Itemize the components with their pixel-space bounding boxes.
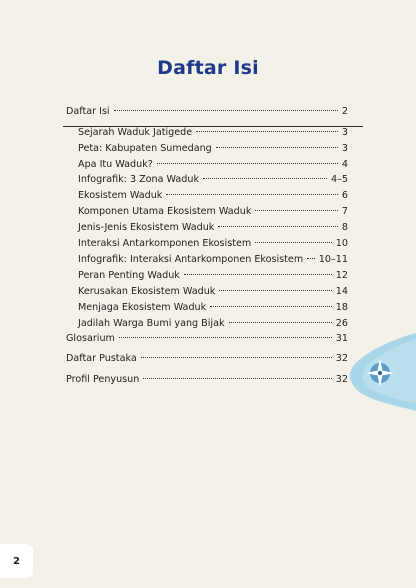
toc-entry-page: 8 xyxy=(341,222,348,233)
toc-entry xyxy=(78,205,348,219)
toc-leader-dots xyxy=(218,226,338,227)
toc-entry-page: 3 xyxy=(341,127,348,138)
toc-entry-label: Infografik: Interaksi Antarkomponen Ekosistem xyxy=(78,254,304,265)
toc-entry xyxy=(66,105,348,119)
toc-entry-page: 26 xyxy=(335,318,348,329)
toc-entry-page: 6 xyxy=(341,190,348,201)
toc-entry-label: Daftar Isi xyxy=(66,106,110,117)
toc-entry xyxy=(66,332,348,346)
toc-leader-dots xyxy=(119,337,332,338)
toc-entry-page: 32 xyxy=(335,374,348,385)
toc-leader-dots xyxy=(307,258,315,259)
toc-leader-dots xyxy=(255,242,332,243)
toc-entry-label: Jenis-Jenis Ekosistem Waduk xyxy=(78,222,215,233)
toc-leader-dots xyxy=(255,210,338,211)
toc-entry-page: 3 xyxy=(341,143,348,154)
toc-entry xyxy=(78,189,348,203)
toc-entry-page: 12 xyxy=(335,270,348,281)
toc-entry-label: Sejarah Waduk Jatigede xyxy=(78,127,193,138)
toc-entry-label: Glosarium xyxy=(66,333,115,344)
toc-leader-dots xyxy=(157,163,338,164)
toc-entry-label: Peran Penting Waduk xyxy=(78,270,180,281)
toc-entry xyxy=(66,373,348,387)
toc-entry xyxy=(78,126,348,140)
toc-leader-dots xyxy=(114,110,338,111)
toc-leader-dots xyxy=(229,322,332,323)
toc-leader-dots xyxy=(219,290,331,291)
toc-entry-page: 4–5 xyxy=(330,174,348,185)
toc-entry-label: Profil Penyusun xyxy=(66,374,140,385)
toc-leader-dots xyxy=(216,147,338,148)
toc-leader-dots xyxy=(196,131,338,132)
toc-entry-page: 10 xyxy=(335,238,348,249)
toc-entry-label: Daftar Pustaka xyxy=(66,353,137,364)
toc-entry-label: Jadilah Warga Bumi yang Bijak xyxy=(78,318,225,329)
toc-entry xyxy=(78,158,348,172)
toc-entry xyxy=(78,142,348,156)
toc-entry-page: 32 xyxy=(335,353,348,364)
toc-entry-page: 10–11 xyxy=(318,254,348,265)
toc-entry-label: Interaksi Antarkomponen Ekosistem xyxy=(78,238,252,249)
toc-entry-label: Komponen Utama Ekosistem Waduk xyxy=(78,206,252,217)
toc-leader-dots xyxy=(141,357,332,358)
toc-entry-page: 31 xyxy=(335,333,348,344)
toc-leader-dots xyxy=(203,178,327,179)
toc-entry-label: Peta: Kabupaten Sumedang xyxy=(78,143,212,154)
toc-entry-label: Apa Itu Waduk? xyxy=(78,159,153,170)
toc-entry-label: Menjaga Ekosistem Waduk xyxy=(78,302,207,313)
toc-entry-page: 18 xyxy=(335,302,348,313)
toc-entry xyxy=(78,301,348,315)
toc-entry-page: 7 xyxy=(341,206,348,217)
toc-entry xyxy=(66,352,348,366)
toc-entry-label: Infografik: 3 Zona Waduk xyxy=(78,174,200,185)
page-title: Daftar Isi xyxy=(157,57,259,79)
toc-entry-page: 2 xyxy=(341,106,348,117)
toc-entry xyxy=(78,317,348,331)
toc-entry xyxy=(78,253,348,267)
toc-entry xyxy=(78,221,348,235)
toc-entry-page: 4 xyxy=(341,159,348,170)
toc-leader-dots xyxy=(166,194,338,195)
toc-entry-label: Ekosistem Waduk xyxy=(78,190,163,201)
toc-entry xyxy=(78,173,348,187)
toc-leader-dots xyxy=(143,378,331,379)
toc-entry-page: 14 xyxy=(335,286,348,297)
toc-leader-dots xyxy=(210,306,332,307)
toc-leader-dots xyxy=(184,274,332,275)
compass-icon xyxy=(346,333,416,411)
toc-entry-label: Kerusakan Ekosistem Waduk xyxy=(78,286,216,297)
toc-entry xyxy=(78,269,348,283)
toc-entry xyxy=(78,285,348,299)
toc-entry xyxy=(78,237,348,251)
page-number: 2 xyxy=(0,544,33,578)
